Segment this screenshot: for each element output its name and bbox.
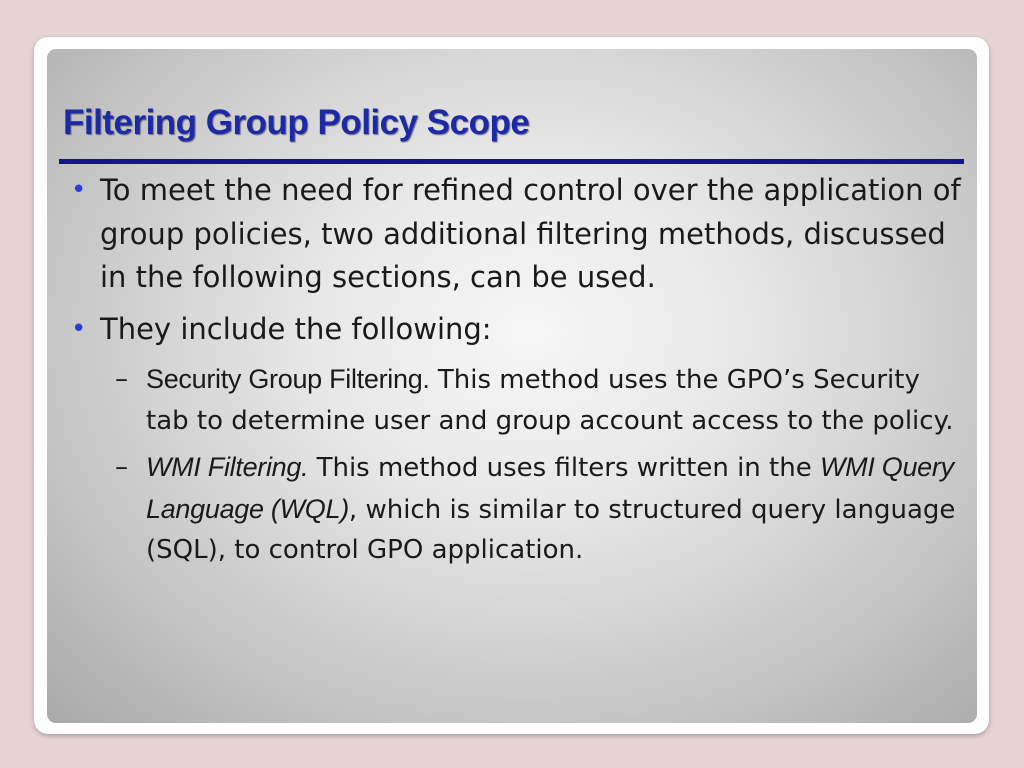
sub-bullet-term: Security Group Filtering. xyxy=(146,364,430,394)
slide xyxy=(47,49,977,723)
bullet-text: They include the following: xyxy=(100,311,492,346)
title-underline xyxy=(59,159,964,164)
bullet-marker: • xyxy=(71,175,87,205)
bullet-item xyxy=(71,308,961,352)
sub-bullet-text: This method uses the GPO’s Security tab to determine user and group account access to the policy. xyxy=(146,365,954,436)
slide-body xyxy=(71,169,961,571)
sub-bullet-term-wql: WMI Query Language (WQL) xyxy=(146,452,954,524)
sub-bullet-term: WMI Filtering. xyxy=(146,452,309,482)
sub-bullet-marker: – xyxy=(115,452,128,482)
slide-title: Filtering Group Policy Scope xyxy=(63,103,530,142)
sub-bullet-item xyxy=(71,447,961,571)
sub-bullet-item xyxy=(71,359,961,441)
sub-bullet-text: This method uses filters written in the xyxy=(308,453,820,483)
bullet-text: To meet the need for refined control over the application of group policies, two additional filtering methods, discussed in the following sections, can be used. xyxy=(100,173,961,294)
bullet-marker: • xyxy=(71,313,87,344)
sub-bullet-text: , which is similar to structured query language (SQL), to control GPO application. xyxy=(146,494,956,565)
sub-bullet-marker: – xyxy=(115,364,128,394)
bullet-item xyxy=(71,169,961,300)
